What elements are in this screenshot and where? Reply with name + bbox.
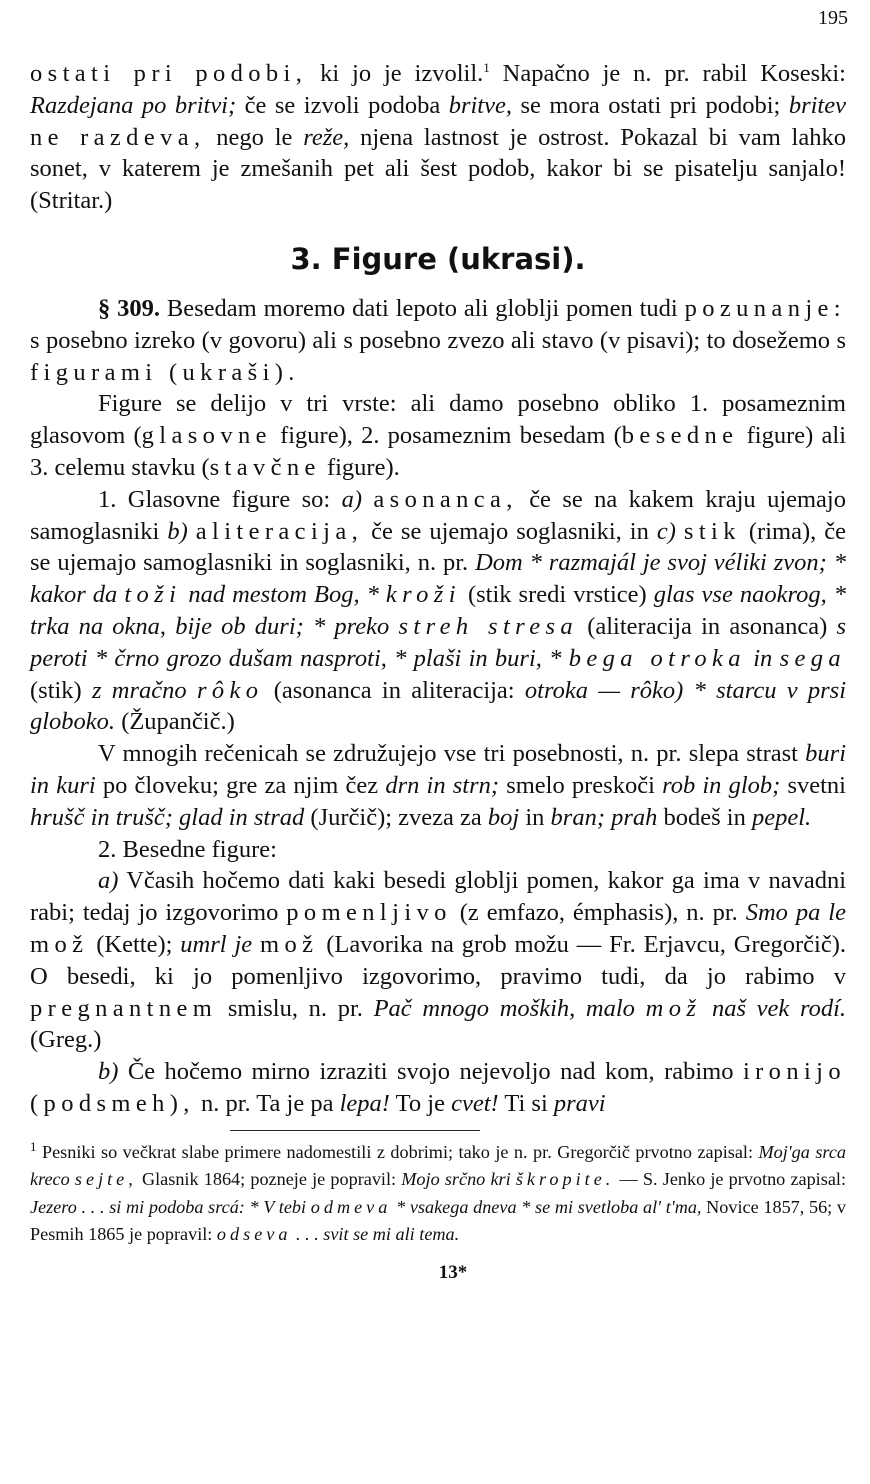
- text-run: glas vse naokrog, * trka na okna, bije ob duri; * preko: [30, 581, 847, 640]
- page-number: 195: [818, 7, 848, 29]
- text-run: stavčne: [209, 453, 321, 481]
- text-run: [635, 995, 646, 1022]
- text-run: britev: [788, 91, 846, 119]
- text-run: 2. Besedne figure:: [98, 835, 277, 863]
- text-run: b): [167, 517, 188, 545]
- text-run: lepa!: [339, 1089, 390, 1117]
- footnote-rule: [230, 1130, 480, 1131]
- text-run: figurami (ukraši).: [30, 358, 300, 386]
- text-run: — S. Jenko je prvotno zapisal:: [614, 1169, 846, 1190]
- text-run: Jezero . . . si mi podoba srcá: * V tebi: [30, 1196, 307, 1217]
- figures-division: [30, 388, 846, 483]
- text-run: (Jurčič); zveza za: [304, 803, 488, 831]
- text-run: bega otroka: [568, 644, 746, 672]
- word-figures-heading: [30, 834, 846, 866]
- text-run: Napačno je n. pr. rabil Koseski:: [489, 60, 846, 87]
- text-run: [362, 486, 373, 513]
- text-run: Ti si: [498, 1089, 554, 1117]
- text-run: Če hočemo mirno izraziti svojo nejevoljo nad kom, rabimo: [118, 1058, 743, 1086]
- text-run: mož: [645, 994, 702, 1022]
- text-run: nad mestom Bog, *: [188, 581, 379, 609]
- text-run: (Kette);: [88, 930, 181, 958]
- text-run: a): [98, 867, 119, 895]
- text-run: ne razdeva,: [30, 123, 206, 151]
- text-run: stik: [683, 517, 741, 545]
- text-run: odmeva: [310, 1196, 392, 1217]
- text-run: ki jo je izvolil.: [307, 60, 484, 87]
- text-run: po človeku; gre za njim čez: [95, 771, 386, 799]
- word-figures-a: [30, 865, 846, 1056]
- text-run: in: [519, 803, 551, 831]
- text-run: 1. Glasovne figure so:: [98, 485, 342, 513]
- text-run: 3. Figure (ukrasi).: [290, 241, 586, 276]
- text-run: drn in strn;: [385, 771, 500, 799]
- text-run: figure).: [320, 453, 400, 481]
- text-run: reže,: [303, 123, 350, 151]
- text-run: Moj'ga srca kreco: [30, 1141, 846, 1190]
- intro-paragraph: [30, 58, 846, 217]
- text-run: buri in kuri: [30, 740, 846, 799]
- text-run: [701, 995, 712, 1022]
- text-run: figure), 2. posameznim besedam (: [271, 422, 622, 450]
- combined-features: [30, 738, 846, 833]
- text-run: c): [656, 517, 676, 545]
- text-run: Besedam moremo dati lepoto ali globlji pomen tudi: [160, 294, 685, 322]
- paragraph-309: [30, 293, 846, 388]
- text-run: pregnantnem: [30, 994, 218, 1022]
- text-run: § 309.: [98, 294, 161, 322]
- text-run: če se izvoli podoba: [236, 91, 449, 119]
- text-run: streh stresa: [398, 612, 579, 640]
- text-run: odseva: [216, 1224, 292, 1245]
- text-run: bodeš in: [657, 803, 752, 831]
- text-run: [188, 518, 196, 545]
- text-run: b): [98, 1058, 119, 1086]
- text-run: hrušč in trušč; glad in strad: [30, 803, 305, 831]
- text-run: (Župančič.): [115, 708, 235, 736]
- text-run: sega: [779, 644, 847, 672]
- text-run: bran; prah: [550, 803, 658, 831]
- text-run: če se ujemajo soglasniki, in: [363, 517, 657, 545]
- text-run: (asonanca in aliteracija:: [263, 676, 525, 704]
- footnote: [30, 1139, 846, 1249]
- text-run: njena lastnost je ostrost. Pokazal bi vam lahko sonet, v katerem je zmešanih pet ali šest podob, kakor bi se pisatelju sanjalo! (Stritar.): [30, 123, 846, 215]
- text-run: glasovne: [141, 422, 272, 450]
- text-run: s posebno izreko (v govoru) ali s posebno zvezo ali stavo (v pisavi); to dosežemo s: [30, 326, 846, 354]
- body-text: [30, 58, 846, 1289]
- text-run: . . . svit se mi ali tema.: [296, 1224, 460, 1245]
- text-run: z mračno: [92, 676, 187, 704]
- text-run: pepel.: [751, 803, 812, 831]
- text-run: nego le: [205, 123, 304, 151]
- text-run: Novice 1857, 56; v Pesmih 1865 je popravil:: [30, 1196, 847, 1245]
- text-run: mož: [260, 930, 319, 958]
- text-run: besedne: [621, 422, 739, 450]
- text-run: rôko: [196, 676, 264, 704]
- text-run: [187, 677, 197, 704]
- text-run: toži: [124, 581, 182, 609]
- text-run: n. pr. Ta je pa: [194, 1089, 340, 1117]
- main-text-flow: [30, 58, 846, 1120]
- footnote-marker: 1: [30, 1138, 37, 1154]
- text-run: Včasih hočemo dati kaki besedi globlji pomen, kakor ga ima v navadni rabi; tedaj jo izgovorimo: [30, 867, 846, 927]
- text-run: [561, 645, 568, 672]
- text-run: smislu, n. pr.: [217, 994, 374, 1022]
- text-run: Pesniki so večkrat slabe primere nadomestili z dobrimi; tako je n. pr. Gregorčič prvotno zapisal:: [36, 1141, 759, 1162]
- text-run: umrl je: [180, 930, 253, 958]
- text-run: smelo preskoči: [499, 771, 663, 799]
- text-run: naš vek rodí.: [711, 994, 847, 1022]
- text-run: (rima), če se ujemajo samoglasniki in soglasniki, n. pr.: [30, 517, 846, 577]
- text-run: a): [341, 485, 362, 513]
- text-run: aliteracija,: [195, 517, 364, 545]
- text-run: pravi: [553, 1089, 606, 1117]
- text-run: Mojo srčno kri: [401, 1169, 511, 1190]
- text-run: kroži: [385, 581, 461, 609]
- text-run: [379, 581, 386, 608]
- text-run: pomenljivo: [286, 899, 452, 927]
- text-run: figure) ali 3. celemu stavku (: [30, 422, 847, 481]
- text-run: boj: [487, 803, 520, 831]
- text-run: [676, 518, 684, 545]
- text-run: (z emfazo, émphasis), n. pr.: [451, 899, 746, 927]
- text-run: Glasnik 1864; pozneje je popravil:: [136, 1169, 402, 1190]
- text-run: rob in glob;: [662, 771, 781, 799]
- text-run: otroka — rôko) * starcu v prsi globoko.: [30, 676, 847, 736]
- text-run: Pač mnogo moških, malo: [373, 994, 635, 1022]
- text-run: in: [753, 644, 773, 672]
- sound-figures: [30, 484, 846, 738]
- signature-mark: 13*: [438, 1261, 468, 1283]
- text-run: Figure se delijo v tri vrste: ali damo posebno obliko 1. posameznim glasovom (: [30, 390, 846, 450]
- text-run: s peroti * črno grozo dušam nasproti, * plaši in buri, *: [30, 612, 846, 672]
- text-run: [772, 645, 779, 672]
- text-run: (Greg.): [30, 1026, 102, 1054]
- text-run: mož: [30, 930, 89, 958]
- text-run: pozunanje:: [684, 294, 846, 322]
- footnote-marker: 1: [483, 59, 490, 75]
- section-heading: [30, 239, 846, 279]
- text-run: škropite.: [515, 1169, 615, 1190]
- text-run: sejte,: [74, 1169, 137, 1190]
- text-run: ironijo (podsmeh),: [30, 1058, 846, 1117]
- text-run: (aliteracija in asonanca): [578, 612, 837, 640]
- text-run: če se na kakem kraju ujemajo samoglasniki: [30, 485, 846, 545]
- text-run: Razdejana po britvi;: [30, 91, 237, 119]
- word-figures-b: [30, 1056, 846, 1120]
- text-run: Dom * razmajál je svoj véliki zvon; * kakor da: [30, 549, 846, 609]
- text-run: (Lavorika na grob možu — Fr. Erjavcu, Gregorčič). O besedi, ki jo pomenljivo izgovorimo, pravimo tudi, da jo rabimo v: [30, 930, 847, 990]
- text-run: * vsakega dneva * se mi svetloba al' t'ma,: [396, 1196, 702, 1217]
- text-run: ostati pri podobi,: [30, 60, 308, 87]
- text-run: Smo pa le: [745, 899, 846, 927]
- text-run: To je: [389, 1089, 452, 1117]
- text-run: [252, 931, 260, 958]
- text-run: cvet!: [451, 1089, 499, 1117]
- text-run: (stik sredi vrstice): [460, 581, 654, 609]
- text-run: svetni: [780, 771, 846, 799]
- text-run: se mora ostati pri podobi;: [511, 91, 789, 119]
- text-run: britve,: [448, 91, 512, 119]
- text-run: V mnogih rečenicah se združujejo vse tri posebnosti, n. pr. slepa strast: [98, 740, 806, 768]
- text-run: (stik): [30, 676, 92, 704]
- text-run: asonanca,: [373, 485, 518, 513]
